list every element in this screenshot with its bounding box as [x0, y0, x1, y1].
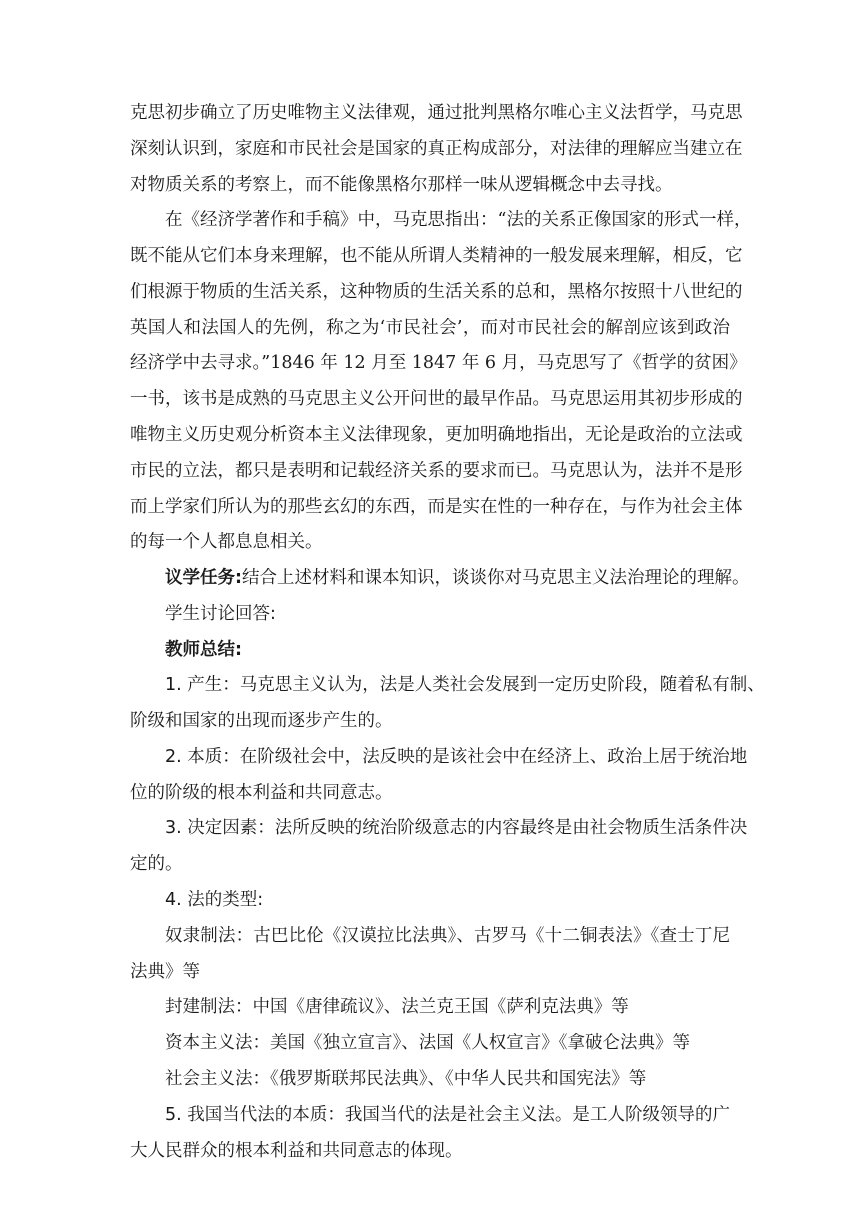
paragraph-line: 克思初步确立了历史唯物主义法律观，通过批判黑格尔唯心主义法哲学，马克思 [130, 103, 743, 123]
point-line: 位的阶级的根本利益和共同意志。 [130, 783, 393, 803]
paragraph-line: 既不能从它们本身来理解，也不能从所谓人类精神的一般发展来理解，相反，它 [130, 246, 743, 266]
point-line: 大人民群众的根本利益和共同意志的体现。 [130, 1141, 463, 1161]
law-type-line: 社会主义法：《俄罗斯联邦民法典》、《中华人民共和国宪法》等 [165, 1069, 647, 1089]
paragraph-line: 英国人和法国人的先例，称之为‘市民社会’，而对市民社会的解剖应该到政治 [130, 318, 730, 338]
paragraph-line: 而上学家们所认为的那些玄幻的东西，而是实在性的一种存在，与作为社会主体 [130, 497, 743, 517]
task-text: 结合上述材料和课本知识，谈谈你对马克思主义法治理论的理解。 [242, 568, 750, 588]
point-line: 3. 决定因素：法所反映的统治阶级意志的内容最终是由社会物质生活条件决 [165, 818, 748, 838]
paragraph-line: 唯物主义历史观分析资本主义法律现象，更加明确地指出，无论是政治的立法或 [130, 425, 743, 445]
paragraph-line: 市民的立法，都只是表明和记载经济关系的要求而已。马克思认为，法并不是形 [130, 461, 743, 481]
point-line: 阶级和国家的出现而逐步产生的。 [130, 711, 393, 731]
point-line: 5. 我国当代法的本质：我国当代的法是社会主义法。是工人阶级领导的广 [165, 1105, 730, 1125]
law-type-line: 奴隶制法：古巴比伦《汉谟拉比法典》、古罗马《十二铜表法》《查士丁尼 [165, 926, 730, 946]
paragraph-line: 的每一个人都息息相关。 [130, 532, 323, 552]
paragraph-line: 经济学中去寻求。”1846 年 12 月至 1847 年 6 月，马克思写了《哲学的贫困》 [130, 353, 747, 373]
paragraph-line: 深刻认识到，家庭和市民社会是国家的真正构成部分，对法律的理解应当建立在 [130, 139, 743, 159]
point-line: 4. 法的类型: [165, 890, 264, 910]
law-type-line: 法典》等 [130, 962, 200, 982]
task-label: 议学任务: [165, 568, 242, 588]
point-line: 1. 产生：马克思主义认为，法是人类社会发展到一定历史阶段，随着私有制、 [165, 675, 765, 695]
paragraph-line: 一书，该书是成熟的马克思主义公开问世的最早作品。马克思运用其初步形成的 [130, 389, 743, 409]
law-type-line: 封建制法：中国《唐律疏议》、法兰克王国《萨利克法典》等 [165, 997, 629, 1017]
paragraph-line: 在《经济学著作和手稿》中，马克思指出：“法的关系正像国家的形式一样， [165, 210, 752, 230]
discussion-line: 学生讨论回答: [165, 604, 276, 624]
point-line: 定的。 [130, 854, 183, 874]
summary-heading: 教师总结: [165, 640, 242, 660]
point-line: 2. 本质：在阶级社会中，法反映的是该社会中在经济上、政治上居于统治地 [165, 747, 748, 767]
paragraph-line: 对物质关系的考察上，而不能像黑格尔那样一味从逻辑概念中去寻找。 [130, 175, 673, 195]
law-type-line: 资本主义法：美国《独立宣言》、法国《人权宣言》《拿破仑法典》等 [165, 1033, 690, 1053]
task-line [165, 566, 750, 590]
paragraph-line: 们根源于物质的生活关系，这种物质的生活关系的总和，黑格尔按照十八世纪的 [130, 282, 743, 302]
